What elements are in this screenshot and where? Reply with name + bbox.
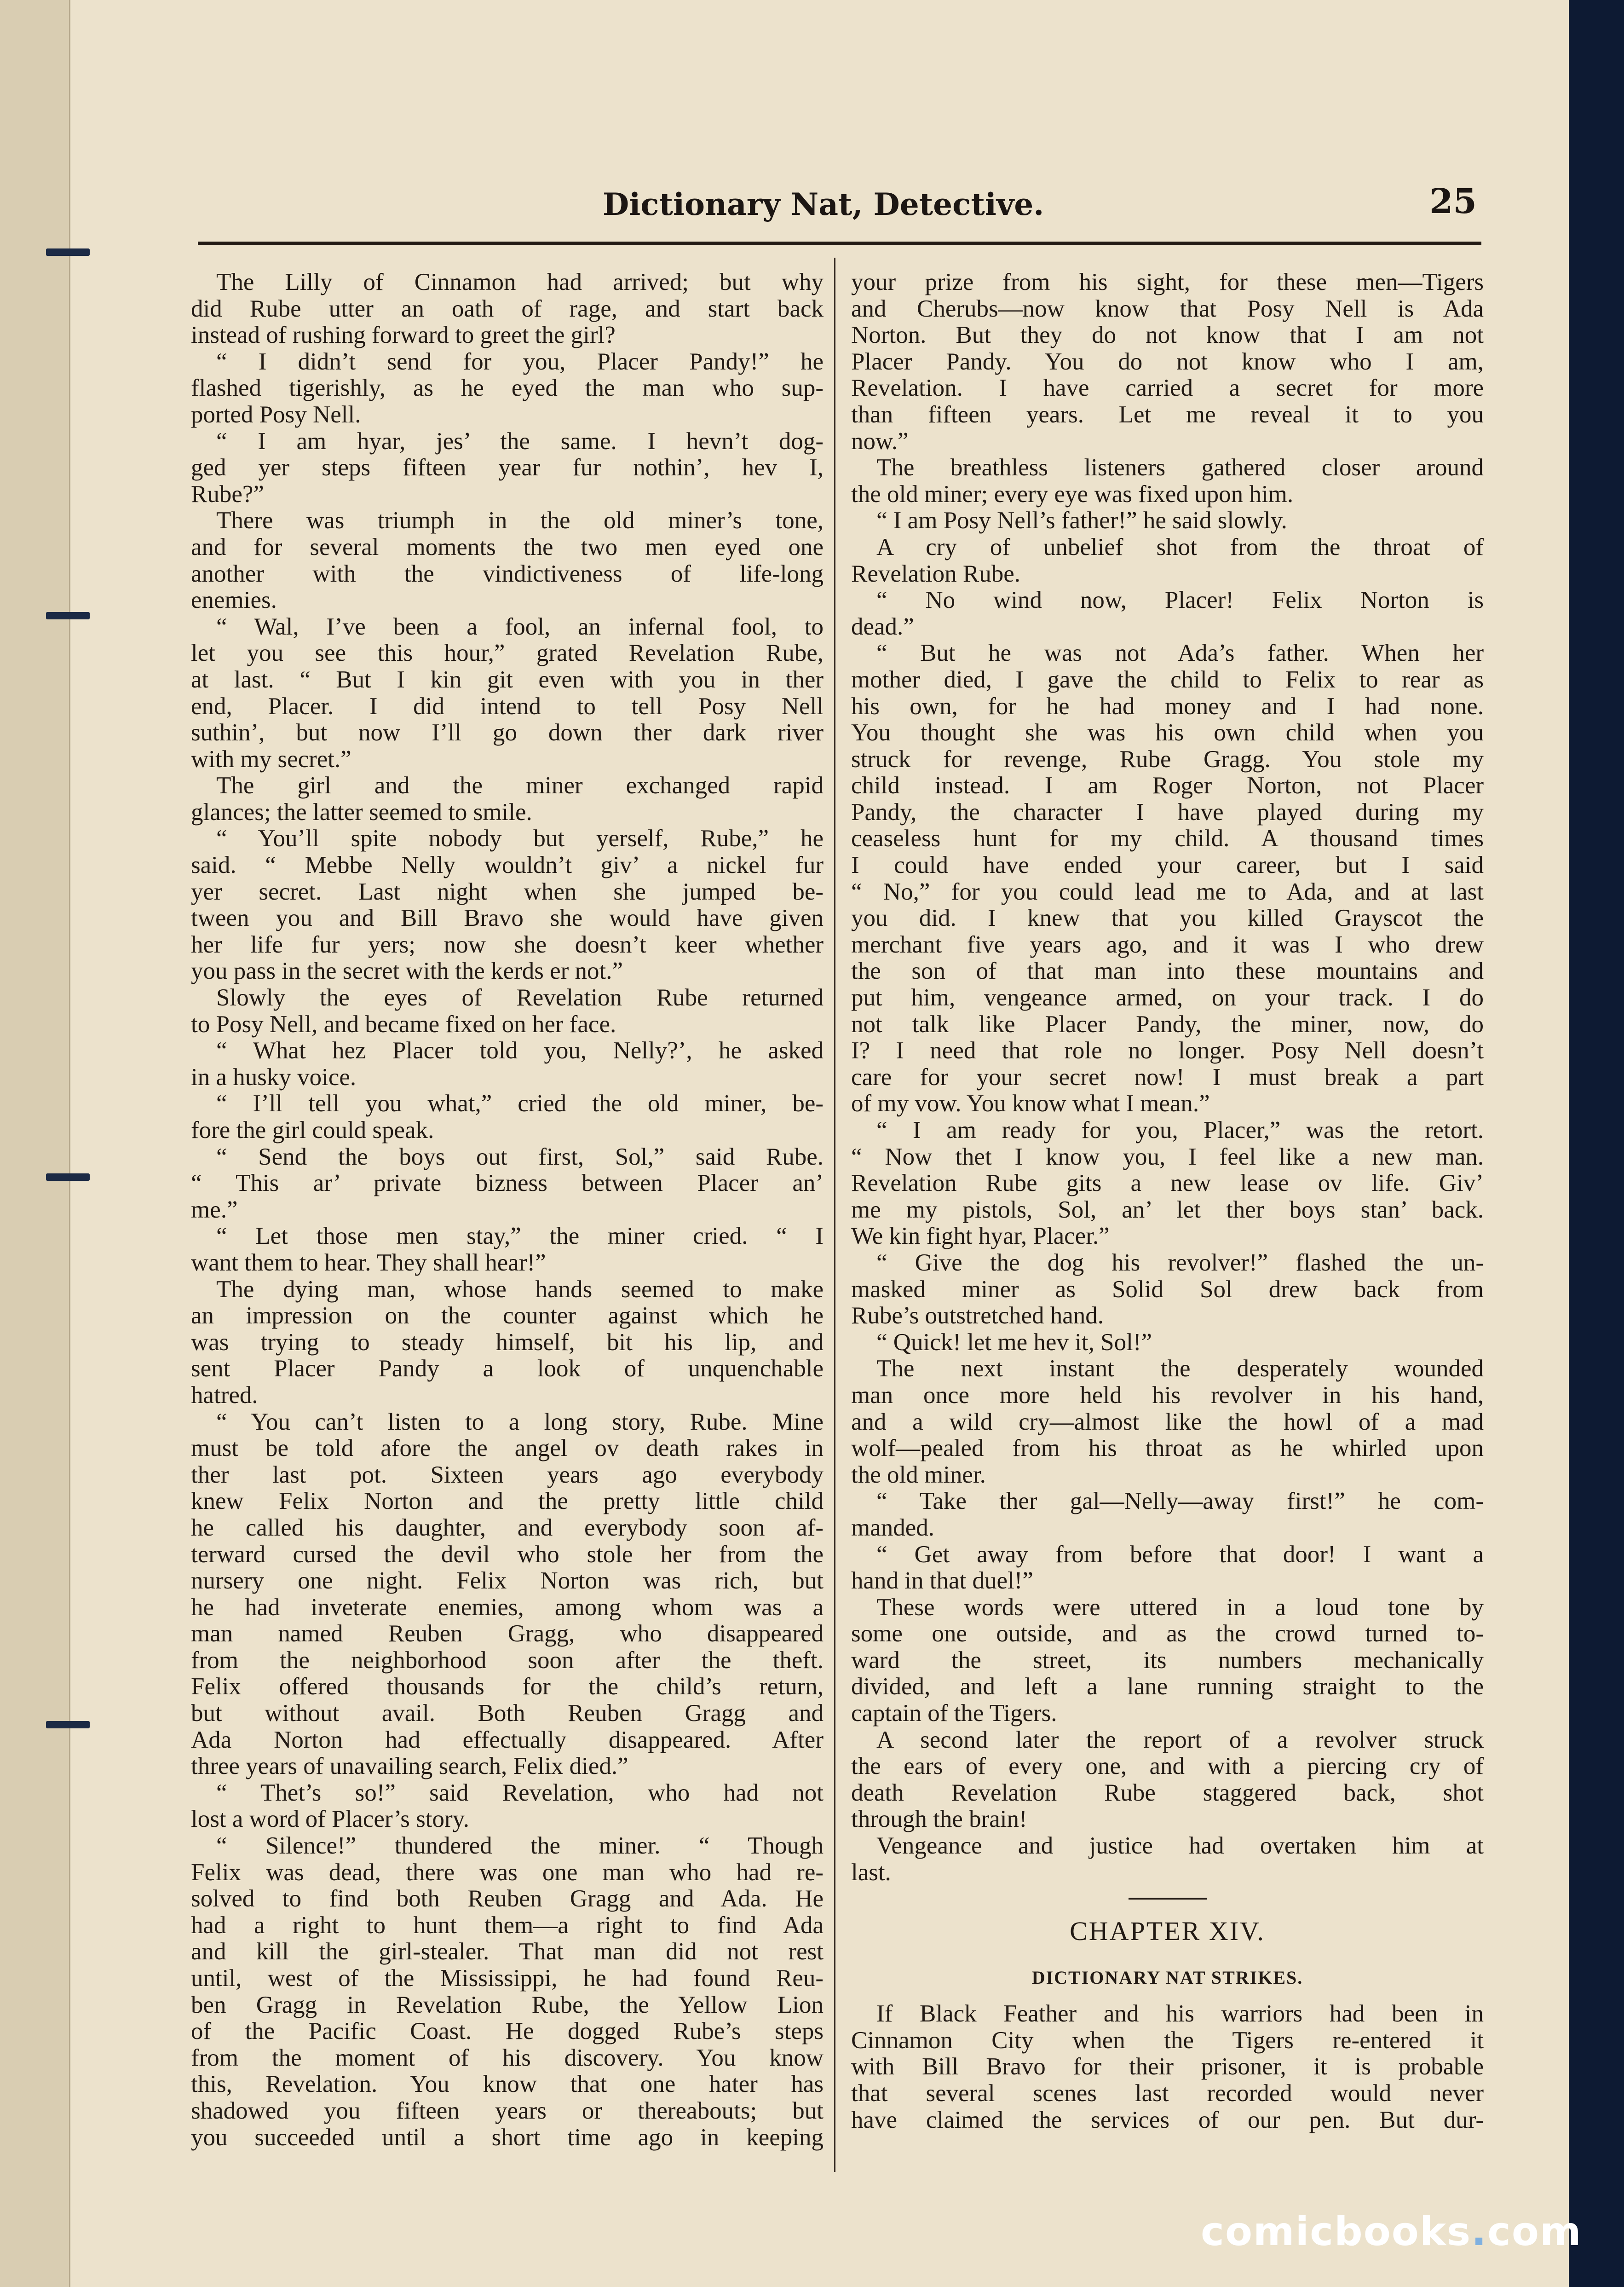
- watermark-name: comicbooks: [1201, 2209, 1472, 2255]
- text-line: an impression on the counter against which he: [191, 1303, 824, 1329]
- text-line: instead of rushing forward to greet the girl?: [191, 322, 616, 349]
- text-line: I could have ended your career, but I said: [851, 852, 1484, 879]
- text-line: sent Placer Pandy a look of unquenchable: [191, 1356, 824, 1382]
- text-line: another with the vindictiveness of life-long: [191, 560, 824, 587]
- text-line: ther last pot. Sixteen years ago everybody: [191, 1461, 824, 1488]
- text-line: Rube?”: [191, 481, 264, 508]
- text-line: shadowed you fifteen years or thereabouts; but: [191, 2097, 824, 2124]
- site-watermark: [1201, 2209, 1582, 2255]
- text-line: Felix was dead, there was one man who had re-: [191, 1859, 824, 1886]
- text-line: solved to find both Reuben Gragg and Ada. He: [191, 1886, 824, 1912]
- text-line: I? I need that role no longer. Posy Nell doesn’t: [851, 1038, 1484, 1064]
- text-line: and kill the girl-stealer. That man did not rest: [191, 1939, 824, 1965]
- text-line: Pandy, the character I have played during my: [851, 799, 1484, 826]
- text-line: Cinnamon City when the Tigers re-entered it: [851, 2027, 1484, 2054]
- text-line: end, Placer. I did intend to tell Posy Nell: [191, 693, 824, 720]
- text-line: hand in that duel!”: [851, 1568, 1033, 1594]
- text-line: The breathless listeners gathered closer around: [876, 455, 1484, 481]
- text-line: from the neighborhood soon after the theft.: [191, 1647, 824, 1674]
- text-line: death Revelation Rube staggered back, shot: [851, 1779, 1484, 1806]
- text-line: now.”: [851, 428, 909, 455]
- text-line: three years of unavailing search, Felix died.”: [191, 1753, 628, 1780]
- text-line: ward the street, its numbers mechanically: [851, 1647, 1484, 1674]
- text-line: “ I am ready for you, Placer,” was the retort.: [876, 1117, 1484, 1144]
- text-line: you succeeded until a short time ago in keeping: [191, 2124, 824, 2151]
- text-line: “ Get away from before that door! I want a: [876, 1541, 1484, 1568]
- text-line: Ada Norton had effectually disappeared. After: [191, 1727, 824, 1753]
- text-line: “ No,” for you could lead me to Ada, and at last: [851, 878, 1484, 905]
- text-line: in a husky voice.: [191, 1064, 357, 1091]
- text-line: nursery one night. Felix Norton was rich, but: [191, 1568, 824, 1594]
- running-title: Dictionary Nat, Detective.: [603, 186, 1044, 222]
- header-rule: [198, 242, 1481, 245]
- text-line: “ You’ll spite nobody but yerself, Rube,” he: [216, 826, 824, 852]
- text-line: care for your secret now! I must break a part: [851, 1064, 1484, 1091]
- text-line: The girl and the miner exchanged rapid: [216, 773, 824, 799]
- text-line: terward cursed the devil who stole her from the: [191, 1541, 824, 1568]
- text-line: and for several moments the two men eyed one: [191, 534, 824, 560]
- text-line: Norton. But they do not know that I am not: [851, 322, 1484, 349]
- text-line: lost a word of Placer’s story.: [191, 1806, 469, 1833]
- text-line: “ I am hyar, jes’ the same. I hevn’t dog-: [216, 428, 824, 455]
- text-line: the ears of every one, and with a piercing cry of: [851, 1753, 1484, 1780]
- text-line: with my secret.”: [191, 746, 351, 773]
- text-line: “ This ar’ private bizness between Placer an’: [191, 1170, 824, 1197]
- text-line: The dying man, whose hands seemed to make: [216, 1276, 824, 1303]
- text-line: have claimed the services of our pen. But dur-: [851, 2107, 1484, 2133]
- text-line: A second later the report of a revolver struck: [876, 1727, 1484, 1753]
- text-line: child instead. I am Roger Norton, not Placer: [851, 773, 1484, 799]
- watermark-dot: .: [1471, 2209, 1487, 2255]
- text-line: this, Revelation. You know that one hater has: [191, 2071, 824, 2098]
- text-line: you did. I knew that you killed Grayscot the: [851, 905, 1484, 932]
- binding-stitch: [46, 612, 90, 619]
- text-line: than fifteen years. Let me reveal it to you: [851, 401, 1484, 428]
- text-line: hatred.: [191, 1382, 258, 1409]
- text-line: did Rube utter an oath of rage, and start back: [191, 295, 824, 322]
- text-line: suthin’, but now I’ll go down ther dark river: [191, 720, 824, 746]
- text-line: ben Gragg in Revelation Rube, the Yellow Lion: [191, 1992, 824, 2018]
- text-line: until, west of the Mississippi, he had found Reu-: [191, 1965, 824, 1992]
- text-line: and Cherubs—now know that Posy Nell is Ada: [851, 295, 1484, 322]
- right-column-chapter-text: [851, 2001, 1484, 2133]
- text-line: We kin fight hyar, Placer.”: [851, 1223, 1110, 1250]
- text-line: Felix offered thousands for the child’s return,: [191, 1674, 824, 1700]
- text-line: that several scenes last recorded would never: [851, 2080, 1484, 2107]
- text-line: divided, and left a lane running straight to the: [851, 1674, 1484, 1700]
- text-line: “ What hez Placer told you, Nelly?’, he asked: [216, 1038, 824, 1064]
- text-line: with Bill Bravo for their prisoner, it is probable: [851, 2054, 1484, 2080]
- binding-stitch: [46, 1173, 90, 1181]
- text-line: of the Pacific Coast. He dogged Rube’s steps: [191, 2018, 824, 2045]
- text-line: There was triumph in the old miner’s tone,: [216, 508, 824, 534]
- text-line: some one outside, and as the crowd turned to-: [851, 1621, 1484, 1647]
- text-line: but without avail. Both Reuben Gragg and: [191, 1700, 824, 1727]
- page-number: 25: [1429, 182, 1477, 221]
- column-divider: [834, 258, 835, 2172]
- text-line: fore the girl could speak.: [191, 1117, 434, 1144]
- text-line: glances; the latter seemed to smile.: [191, 799, 532, 826]
- section-separator-rule: [1129, 1898, 1207, 1900]
- text-line: and a wild cry—almost like the howl of a mad: [851, 1409, 1484, 1435]
- text-line: the old miner; every eye was fixed upon him.: [851, 481, 1294, 508]
- text-line: of my vow. You know what I mean.”: [851, 1091, 1210, 1117]
- text-line: not talk like Placer Pandy, the miner, now, do: [851, 1011, 1484, 1038]
- text-line: merchant five years ago, and it was I who drew: [851, 931, 1484, 958]
- text-line: your prize from his sight, for these men—Tigers: [851, 269, 1484, 295]
- text-line: tween you and Bill Bravo she would have given: [191, 905, 824, 932]
- text-line: the son of that man into these mountains and: [851, 958, 1484, 985]
- text-line: If Black Feather and his warriors had been in: [876, 2001, 1484, 2027]
- text-line: “ I didn’t send for you, Placer Pandy!” he: [216, 348, 824, 375]
- text-line: manded.: [851, 1514, 935, 1541]
- text-line: Revelation Rube gits a new lease ov life. Giv’: [851, 1170, 1484, 1197]
- text-line: ported Posy Nell.: [191, 401, 361, 428]
- text-line: “ Send the boys out first, Sol,” said Rube.: [216, 1144, 824, 1170]
- text-line: said. “ Mebbe Nelly wouldn’t giv’ a nickel fur: [191, 852, 824, 879]
- text-line: Rube’s outstretched hand.: [851, 1303, 1104, 1329]
- text-line: let you see this hour,” grated Revelation Rube,: [191, 640, 824, 667]
- chapter-heading: CHAPTER XIV.: [1070, 1916, 1265, 1946]
- text-line: “ Silence!” thundered the miner. “ Though: [216, 1833, 824, 1860]
- text-line: enemies.: [191, 587, 277, 614]
- text-line: knew Felix Norton and the pretty little child: [191, 1488, 824, 1515]
- text-line: “ But he was not Ada’s father. When her: [876, 640, 1484, 667]
- text-line: me my pistols, Sol, an’ let ther boys stan’ back.: [851, 1196, 1484, 1223]
- page-header: [198, 177, 1481, 237]
- binding-stitch: [46, 1721, 90, 1728]
- text-line: must be told afore the angel ov death rakes in: [191, 1435, 824, 1462]
- text-line: from the moment of his discovery. You know: [191, 2044, 824, 2071]
- text-line: at last. “ But I kin git even with you in ther: [191, 666, 824, 693]
- binding-margin: [0, 0, 70, 2287]
- text-line: dead.”: [851, 613, 914, 640]
- text-line: the old miner.: [851, 1461, 986, 1488]
- text-line: “ I am Posy Nell’s father!” he said slowly.: [876, 508, 1287, 534]
- text-line: “ Let those men stay,” the miner cried. “ I: [216, 1223, 824, 1250]
- text-line: A cry of unbelief shot from the throat of: [876, 534, 1484, 560]
- text-line: had a right to hunt them—a right to find Ada: [191, 1912, 824, 1939]
- text-line: “ I’ll tell you what,” cried the old miner, be-: [216, 1091, 824, 1117]
- text-line: “ You can’t listen to a long story, Rube. Mine: [216, 1409, 824, 1435]
- text-line: his own, for he had money and I had none.: [851, 693, 1484, 720]
- text-line: her life fur yers; now she doesn’t keer whether: [191, 931, 824, 958]
- text-line: “ Take ther gal—Nelly—away first!” he com-: [876, 1488, 1484, 1515]
- text-line: Slowly the eyes of Revelation Rube returned: [216, 985, 824, 1011]
- text-line: captain of the Tigers.: [851, 1700, 1057, 1727]
- text-line: through the brain!: [851, 1806, 1027, 1833]
- text-line: “ Thet’s so!” said Revelation, who had not: [216, 1779, 824, 1806]
- text-line: The Lilly of Cinnamon had arrived; but why: [216, 269, 824, 295]
- text-line: mother died, I gave the child to Felix to rear as: [851, 666, 1484, 693]
- text-line: last.: [851, 1859, 891, 1886]
- right-column-story-end: [851, 269, 1484, 1886]
- text-line: yer secret. Last night when she jumped be-: [191, 878, 824, 905]
- text-line: wolf—pealed from his throat as he whirled upon: [851, 1435, 1484, 1462]
- text-line: man named Reuben Gragg, who disappeared: [191, 1621, 824, 1647]
- text-line: You thought she was his own child when you: [851, 720, 1484, 746]
- text-line: “ Quick! let me hev it, Sol!”: [876, 1329, 1152, 1356]
- text-line: you pass in the secret with the kerds er not.”: [191, 958, 623, 985]
- text-line: ged yer steps fifteen year fur nothin’, hev I,: [191, 455, 824, 481]
- text-line: These words were uttered in a loud tone by: [876, 1594, 1484, 1621]
- chapter-subtitle: DICTIONARY NAT STRIKES.: [1031, 1967, 1303, 1988]
- text-line: “ Wal, I’ve been a fool, an infernal fool, to: [216, 613, 824, 640]
- text-line: “ No wind now, Placer! Felix Norton is: [876, 587, 1484, 614]
- text-line: “ Now thet I know you, I feel like a new man.: [851, 1144, 1484, 1170]
- text-line: Placer Pandy. You do not know who I am,: [851, 348, 1484, 375]
- right-text-column: [851, 269, 1484, 2133]
- binding-stitch: [46, 248, 90, 256]
- text-line: The next instant the desperately wounded: [876, 1356, 1484, 1382]
- text-line: he had inveterate enemies, among whom was a: [191, 1594, 824, 1621]
- text-line: to Posy Nell, and became fixed on her face.: [191, 1011, 616, 1038]
- text-line: he called his daughter, and everybody soon af-: [191, 1514, 824, 1541]
- text-line: put him, vengeance armed, on your track. I do: [851, 985, 1484, 1011]
- text-line: masked miner as Solid Sol drew back from: [851, 1276, 1484, 1303]
- text-line: Revelation. I have carried a secret for more: [851, 375, 1484, 402]
- text-line: man once more held his revolver in his hand,: [851, 1382, 1484, 1409]
- text-line: was trying to steady himself, bit his lip, and: [191, 1329, 824, 1356]
- watermark-tld: com: [1487, 2209, 1582, 2255]
- text-line: ceaseless hunt for my child. A thousand times: [851, 826, 1484, 852]
- text-line: Revelation Rube.: [851, 560, 1020, 587]
- text-line: struck for revenge, Rube Gragg. You stole my: [851, 746, 1484, 773]
- text-line: flashed tigerishly, as he eyed the man who sup-: [191, 375, 824, 402]
- text-line: Vengeance and justice had overtaken him at: [876, 1833, 1484, 1860]
- text-line: me.”: [191, 1196, 238, 1223]
- text-line: want them to hear. They shall hear!”: [191, 1249, 546, 1276]
- left-text-column: [191, 269, 824, 2151]
- text-line: “ Give the dog his revolver!” flashed the un-: [876, 1249, 1484, 1276]
